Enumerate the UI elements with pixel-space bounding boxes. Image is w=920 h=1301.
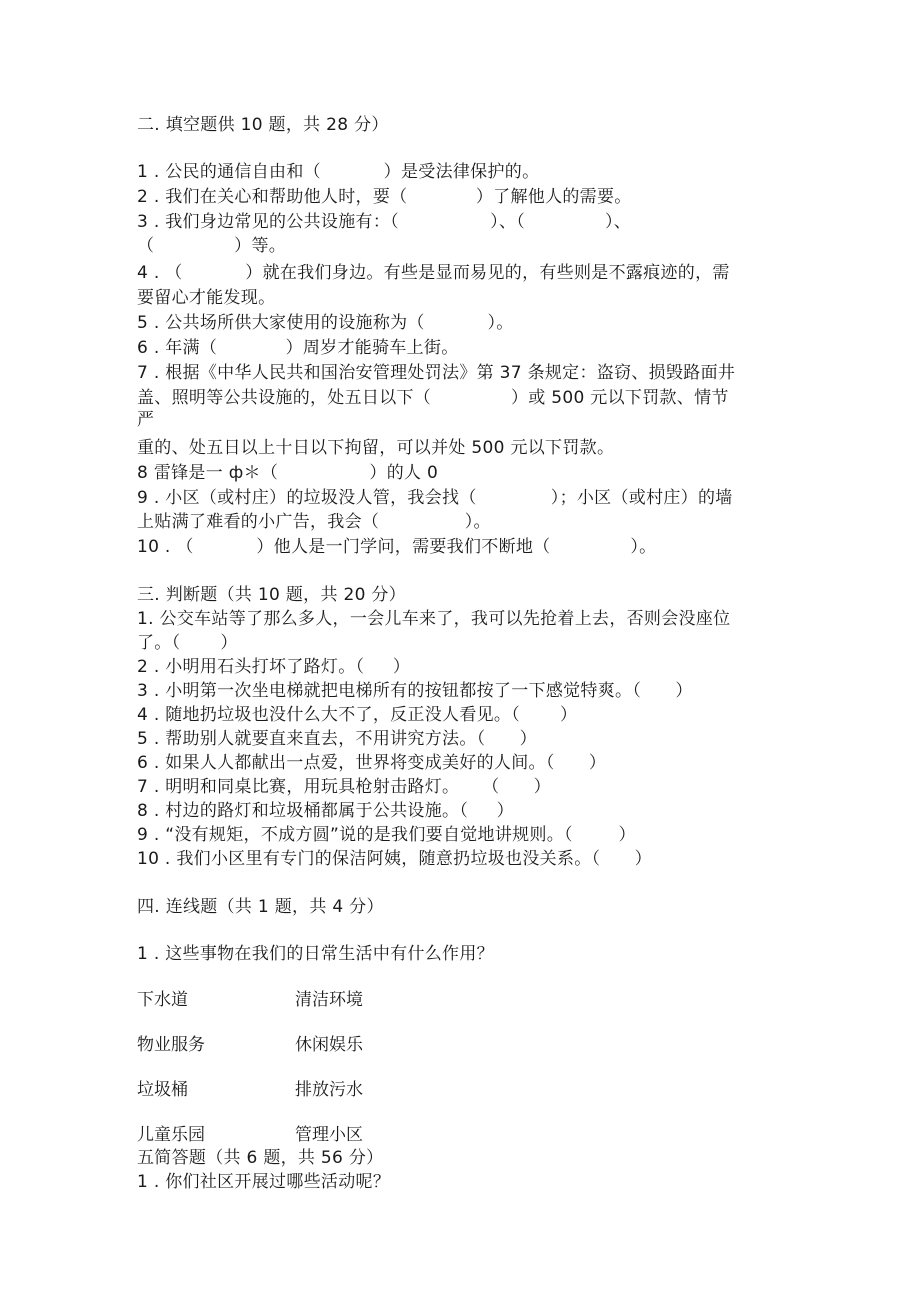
- match-right-item: 管理小区: [295, 1125, 363, 1145]
- judge-line: 6 . 如果人人都献出一点爱，世界将变成美好的人间。（ ）: [137, 753, 607, 773]
- short-answer-question: 1 . 你们社区开展过哪些活动呢？: [137, 1172, 391, 1192]
- fill-blank-line: 2 . 我们在关心和帮助他人时，要（ ）了解他人的需要。: [137, 187, 632, 207]
- judge-line: 2 . 小明用石头打坏了路灯。（ ）: [137, 657, 411, 677]
- judge-line: 9 . “没有规矩，不成方圆”说的是我们要自觉地讲规则。（ ）: [137, 825, 636, 845]
- fill-blank-line: 7 . 根据《中华人民共和国治安管理处罚法》第 37 条规定：盗窃、损毁路面井: [137, 363, 736, 383]
- match-right-item: 清洁环境: [295, 990, 363, 1010]
- judge-line: 8 . 村边的路灯和垃圾桶都属于公共设施。（ ）: [137, 801, 514, 821]
- judge-line: 3 . 小明第一次坐电梯就把电梯所有的按钮都按了一下感觉特爽。（ ）: [137, 681, 693, 701]
- fill-blank-line: 10 . （ ）他人是一门学问，需要我们不断地（ ）。: [137, 537, 657, 557]
- judge-line: 4 . 随地扔垃圾也没什么大不了，反正没人看见。（ ）: [137, 705, 578, 725]
- fill-blank-line: 严: [137, 410, 155, 430]
- match-left-item: 物业服务: [137, 1035, 205, 1055]
- match-left-item: 垃圾桶: [137, 1080, 188, 1100]
- fill-blank-line: 盖、照明等公共设施的，处五日以下（ ）或 500 元以下罚款、情节: [137, 388, 729, 408]
- judge-line: 5 . 帮助别人就要直来直去，不用讲究方法。（ ）: [137, 729, 537, 749]
- fill-blank-line: 5 . 公共场所供大家使用的设施称为（ ）。: [137, 313, 514, 333]
- match-question: 1 . 这些事物在我们的日常生活中有什么作用？: [137, 944, 494, 964]
- fill-blank-line: 4 . （ ）就在我们身边。有些是显而易见的，有些则是不露痕迹的，需: [137, 263, 730, 283]
- fill-blank-line: 3 . 我们身边常见的公共设施有：（ ）、（ ）、: [137, 212, 632, 232]
- fill-blank-line: （ ）等。: [137, 236, 287, 256]
- judge-line: 7 . 明明和同桌比赛，用玩具枪射击路灯。 （ ）: [137, 777, 551, 797]
- match-left-item: 儿童乐园: [137, 1125, 205, 1145]
- judge-line: 10 . 我们小区里有专门的保洁阿姨，随意扔垃圾也没关系。（ ）: [137, 849, 652, 869]
- fill-blank-line: 6 . 年满（ ）周岁才能骑车上街。: [137, 338, 459, 358]
- match-heading: 四. 连线题（共 1 题，共 4 分）: [137, 897, 384, 917]
- fill-blank-line: 重的、处五日以上十日以下拘留，可以并处 500 元以下罚款。: [137, 438, 615, 458]
- judge-line: 1. 公交车站等了那么多人，一会儿车来了，我可以先抢着上去，否则会没座位: [137, 609, 731, 629]
- judge-heading: 三. 判断题（共 10 题，共 20 分）: [137, 585, 406, 605]
- fill-blank-line: 8 雷锋是一 ф＊（ ）的人 0: [137, 463, 439, 483]
- judge-line: 了。（ ）: [137, 633, 238, 653]
- fill-blank-line: 9 . 小区（或村庄）的垃圾没人管，我会找（ ）；小区（或村庄）的墙: [137, 488, 733, 508]
- fill-blank-line: 要留心才能发现。: [137, 288, 276, 308]
- short-answer-heading: 五简答题（共 6 题，共 56 分）: [137, 1148, 384, 1168]
- fill-blank-line: 1 . 公民的通信自由和（ ）是受法律保护的。: [137, 162, 540, 182]
- match-right-item: 休闲娱乐: [295, 1035, 363, 1055]
- fill-blank-heading: 二. 填空题供 10 题，共 28 分）: [137, 115, 389, 135]
- fill-blank-line: 上贴满了难看的小广告，我会（ ）。: [137, 512, 491, 532]
- match-right-item: 排放污水: [295, 1080, 363, 1100]
- match-left-item: 下水道: [137, 990, 188, 1010]
